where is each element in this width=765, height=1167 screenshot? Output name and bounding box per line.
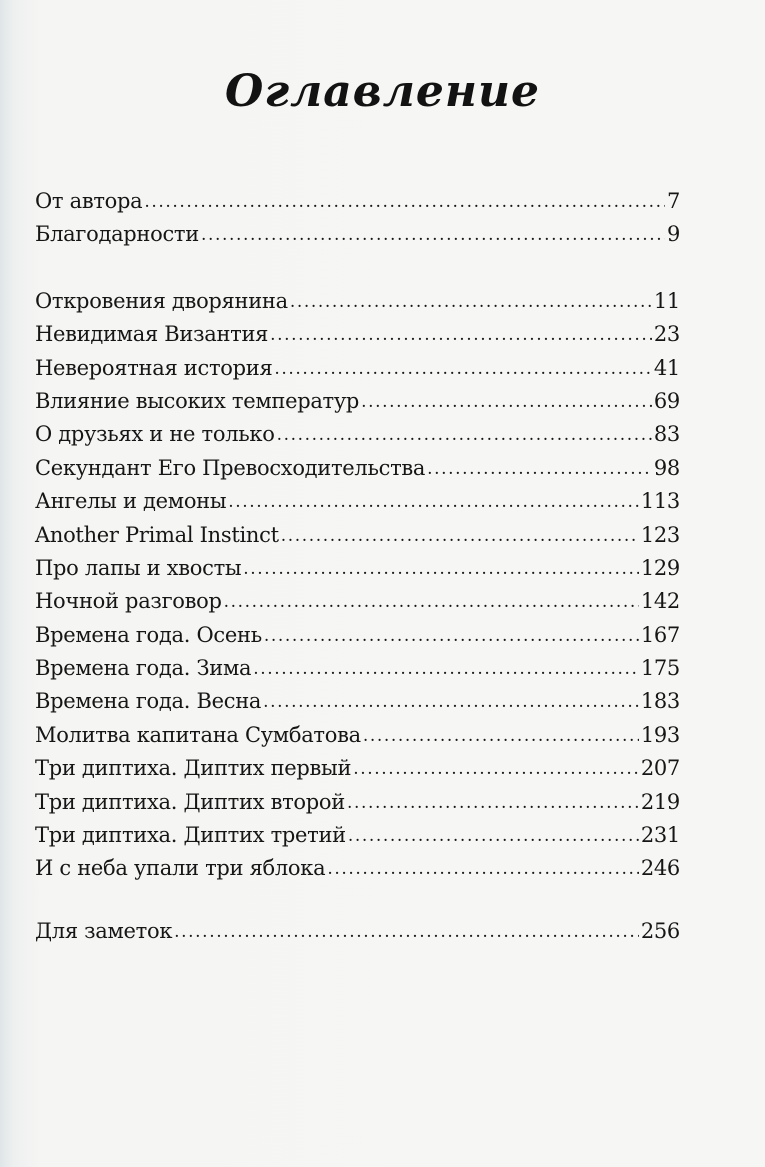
toc-entry-page: 183 bbox=[640, 689, 680, 714]
section-spacer bbox=[35, 886, 680, 915]
toc-entry-page: 113 bbox=[640, 489, 680, 514]
dot-leader bbox=[224, 584, 639, 619]
toc-entry[interactable] bbox=[35, 318, 680, 351]
toc-entry-title: Влияние высоких температур bbox=[35, 388, 360, 413]
toc-entry-title: Три диптиха. Диптих третий bbox=[35, 823, 346, 848]
toc-entry[interactable] bbox=[35, 852, 680, 885]
dot-leader bbox=[270, 317, 652, 352]
toc-entry[interactable] bbox=[35, 786, 680, 819]
dot-leader bbox=[274, 351, 651, 386]
table-of-contents bbox=[35, 185, 680, 948]
toc-entry-page: 142 bbox=[640, 589, 680, 614]
dot-leader bbox=[264, 618, 639, 653]
toc-entry[interactable] bbox=[35, 418, 680, 451]
toc-entry-page: 246 bbox=[640, 856, 680, 881]
dot-leader bbox=[361, 384, 652, 419]
toc-entry-title: Три диптиха. Диптих первый bbox=[35, 756, 352, 781]
toc-entry-page: 98 bbox=[653, 455, 680, 480]
toc-entry-title: Откровения дворянина bbox=[35, 288, 288, 313]
dot-leader bbox=[281, 518, 639, 553]
toc-entry-page: 7 bbox=[666, 189, 680, 213]
toc-entry[interactable] bbox=[35, 285, 680, 318]
toc-entry-page: 11 bbox=[653, 288, 680, 313]
dot-leader bbox=[353, 751, 639, 786]
toc-entry-page: 41 bbox=[653, 355, 680, 380]
toc-entry[interactable] bbox=[35, 915, 680, 948]
toc-entry-title: Для заметок bbox=[35, 918, 173, 943]
toc-entry-title: Невидимая Византия bbox=[35, 322, 269, 347]
toc-entry[interactable] bbox=[35, 819, 680, 852]
toc-entry-title: Времена года. Зима bbox=[35, 656, 252, 681]
toc-entry[interactable] bbox=[35, 719, 680, 752]
dot-leader bbox=[348, 818, 639, 853]
toc-entry-page: 175 bbox=[640, 656, 680, 681]
toc-entry-title: Секундант Его Превосходительства bbox=[35, 455, 426, 480]
section-spacer bbox=[35, 252, 680, 285]
toc-entry-title: Про лапы и хвосты bbox=[35, 555, 242, 580]
dot-leader bbox=[290, 284, 652, 319]
page-title: Оглавление bbox=[225, 66, 540, 117]
toc-entry[interactable] bbox=[35, 685, 680, 718]
dot-leader bbox=[243, 551, 639, 586]
dot-leader bbox=[228, 484, 639, 519]
toc-entry-page: 207 bbox=[640, 756, 680, 781]
toc-entry-title: Времена года. Осень bbox=[35, 622, 262, 647]
dot-leader bbox=[263, 684, 639, 719]
toc-entry[interactable] bbox=[35, 519, 680, 552]
toc-entry-page: 193 bbox=[640, 722, 680, 747]
toc-entry-title: Благодарности bbox=[35, 222, 199, 247]
toc-entry-page: 219 bbox=[640, 789, 680, 814]
toc-entry[interactable] bbox=[35, 385, 680, 418]
dot-leader bbox=[174, 914, 639, 949]
toc-entry[interactable] bbox=[35, 218, 680, 251]
toc-entry-title: Времена года. Весна bbox=[35, 689, 262, 714]
toc-entry-title: Ангелы и демоны bbox=[35, 489, 227, 514]
toc-entry[interactable] bbox=[35, 452, 680, 485]
dot-leader bbox=[277, 417, 652, 452]
dot-leader bbox=[201, 217, 665, 252]
toc-entry[interactable] bbox=[35, 185, 680, 218]
toc-entry-title: И с неба упали три яблока bbox=[35, 856, 326, 881]
toc-entry-page: 83 bbox=[653, 422, 680, 447]
toc-entry-page: 231 bbox=[640, 823, 680, 848]
toc-entry-title: Ночной разговор bbox=[35, 589, 222, 614]
toc-entry[interactable] bbox=[35, 552, 680, 585]
toc-entry-title: Три диптиха. Диптих второй bbox=[35, 789, 345, 814]
toc-entry[interactable] bbox=[35, 485, 680, 518]
toc-entry[interactable] bbox=[35, 652, 680, 685]
dot-leader bbox=[144, 184, 665, 219]
dot-leader bbox=[253, 651, 639, 686]
toc-entry[interactable] bbox=[35, 752, 680, 785]
toc-entry-title: Молитва капитана Сумбатова bbox=[35, 722, 361, 747]
toc-entry-page: 129 bbox=[640, 555, 680, 580]
toc-entry-title: От автора bbox=[35, 189, 143, 213]
toc-entry-page: 23 bbox=[653, 322, 680, 347]
toc-entry-title: Невероятная история bbox=[35, 355, 273, 380]
toc-entry-title: Another Primal Instinct bbox=[35, 522, 279, 547]
toc-entry-page: 9 bbox=[666, 222, 680, 247]
toc-entry[interactable] bbox=[35, 619, 680, 652]
toc-entry[interactable] bbox=[35, 352, 680, 385]
toc-entry-page: 167 bbox=[640, 622, 680, 647]
dot-leader bbox=[427, 451, 652, 486]
toc-entry-page: 123 bbox=[640, 522, 680, 547]
dot-leader bbox=[327, 851, 638, 886]
toc-entry[interactable] bbox=[35, 585, 680, 618]
toc-entry-title: О друзьях и не только bbox=[35, 422, 275, 447]
dot-leader bbox=[363, 718, 639, 753]
dot-leader bbox=[347, 785, 639, 820]
toc-entry-page: 69 bbox=[653, 388, 680, 413]
toc-entry-page: 256 bbox=[640, 918, 680, 943]
